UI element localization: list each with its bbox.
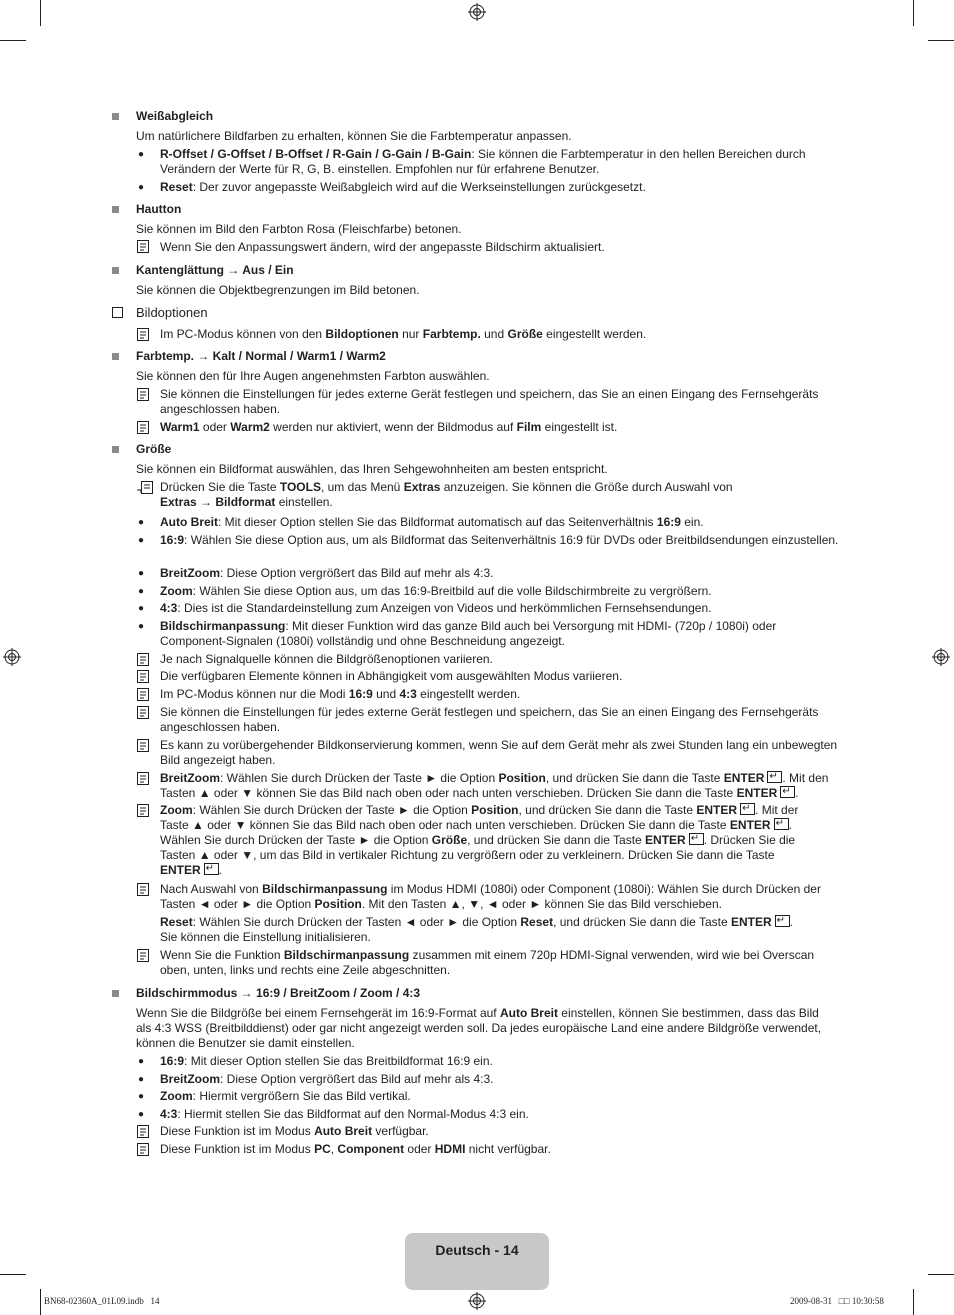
crop-mark (913, 0, 914, 26)
registration-mark-icon (3, 648, 21, 666)
list-item: BreitZoom: Diese Option vergrößert das Bild auf mehr als 4:3. (160, 566, 494, 580)
footer-timestamp: 2009-08-31 □□ 10:30:58 (790, 1296, 884, 1306)
enter-icon (204, 863, 219, 875)
note-icon (137, 1125, 151, 1138)
note-text: Die verfügbaren Elemente können in Abhängigkeit vom ausgewählten Modus variieren. (160, 669, 623, 683)
note-text: Nach Auswahl von Bildschirmanpassung im Modus HDMI (1080i) oder Component (1080i): Wählen Sie durch Drücken der Tasten ◄ oder ► die Option Position. Mit den Tasten ▲, ▼, ◄ oder ► können Sie das Bild verschieben. (160, 882, 821, 911)
enter-icon (775, 915, 790, 927)
section-bullet-icon (112, 446, 119, 453)
note-icon (137, 949, 151, 962)
bullet-icon: ● (138, 1074, 145, 1085)
note-text: Je nach Signalquelle können die Bildgrößenoptionen variieren. (160, 652, 493, 666)
note-text: Wenn Sie den Anpassungswert ändern, wird der angepasste Bildschirm aktualisiert. (160, 240, 605, 254)
enter-icon (740, 803, 755, 815)
crop-mark (40, 1289, 41, 1315)
registration-mark-icon (932, 648, 950, 666)
bullet-icon: ● (138, 586, 145, 597)
heading-kantenglaettung: Kantenglättung → Aus / Ein (136, 263, 294, 277)
bullet-icon: ● (138, 621, 145, 632)
note-icon (137, 388, 151, 401)
heading-groesse: Größe (136, 442, 172, 456)
bullet-icon: ● (138, 535, 145, 546)
note-icon (137, 804, 151, 817)
checkbox-bullet-icon (112, 307, 123, 318)
list-item: 16:9: Wählen Sie diese Option aus, um als Bildformat das Seitenverhältnis 16:9 für DVDs oder Breitbildsendungen einzustellen. (160, 533, 839, 547)
page-number-tab: Deutsch - 14 (405, 1233, 549, 1290)
note-icon (137, 688, 151, 701)
registration-mark-icon (468, 3, 486, 21)
crop-mark (40, 0, 41, 26)
note-icon (137, 1143, 151, 1156)
note-icon (137, 706, 151, 719)
list-item: Bildschirmanpassung: Mit dieser Funktion wird das ganze Bild auch bei Versorgung mit HDMI- (720p / 1080i) oder Component-Signalen (1080i) vollständig und ohne Beschneidung angezeigt. (160, 619, 777, 648)
crop-mark (913, 1289, 914, 1315)
text: Sie können die Objektbegrenzungen im Bild betonen. (136, 283, 420, 297)
note-text: Zoom: Wählen Sie durch Drücken der Taste ► die Option Position, und drücken Sie dann die Taste ENTER↵ . Mit der Taste ▲ oder ▼ können Sie das Bild nach oben oder nach unten verschieben. Drücken Sie dann die Taste ENTER↵ . Wählen Sie durch Drücken der Taste ► die Option Größe, und drücken Sie dann die Taste ENTER↵ . Drücken Sie die Tasten ▲ oder ▼, um das Bild in vertikaler Richtung zu vergrößern oder zu verkleinern. Drücken Sie dann die Taste ENTER↵ . (160, 803, 844, 878)
bullet-icon: ● (138, 149, 145, 160)
heading-hautton: Hautton (136, 202, 182, 216)
note-text: Diese Funktion ist im Modus Auto Breit verfügbar. (160, 1124, 429, 1138)
heading-weissabgleich: Weißabgleich (136, 109, 214, 123)
bullet-icon: ● (138, 1109, 145, 1120)
section-bullet-icon (112, 990, 119, 997)
tools-icon (137, 481, 153, 494)
section-bullet-icon (112, 353, 119, 360)
heading-farbtemp: Farbtemp. → Kalt / Normal / Warm1 / Warm2 (136, 349, 386, 363)
note-text: Im PC-Modus können nur die Modi 16:9 und 4:3 eingestellt werden. (160, 687, 521, 701)
crop-mark (0, 40, 26, 41)
note-icon (137, 328, 151, 341)
note-icon (137, 653, 151, 666)
text: Sie können ein Bildformat auswählen, das Ihren Sehgewohnheiten am besten entspricht. (136, 462, 608, 476)
crop-mark (928, 40, 954, 41)
footer-file-info: BN68-02360A_01L09.indb 14 (44, 1296, 160, 1306)
note-text: Diese Funktion ist im Modus PC, Component oder HDMI nicht verfügbar. (160, 1142, 551, 1156)
list-item: Zoom: Wählen Sie diese Option aus, um das 16:9-Breitbild auf die volle Bildschirmbreite zu vergrößern. (160, 584, 712, 598)
note-icon (137, 739, 151, 752)
note-icon (137, 883, 151, 896)
list-item: R-Offset / G-Offset / B-Offset / R-Gain / G-Gain / B-Gain: Sie können die Farbtemperatur in den hellen Bereichen durch Verändern der Werte für R, G, B. einstellen. Empfohlen nur für erfahrene Benutzer. (160, 147, 806, 176)
note-text: Reset: Wählen Sie durch Drücken der Tasten ◄ oder ► die Option Reset, und drücken Sie dann die Taste ENTER↵ . Sie können die Einstellung initialisieren. (160, 915, 844, 945)
bullet-icon: ● (138, 517, 145, 528)
section-bullet-icon (112, 267, 119, 274)
text: Sie können den für Ihre Augen angenehmsten Farbton auswählen. (136, 369, 490, 383)
crop-mark (928, 1274, 954, 1275)
list-item: Zoom: Hiermit vergrößern Sie das Bild vertikal. (160, 1089, 411, 1103)
heading-bildschirmmodus: Bildschirmmodus → 16:9 / BreitZoom / Zoom / 4:3 (136, 986, 421, 1000)
note-text: Wenn Sie die Funktion Bildschirmanpassung zusammen mit einem 720p HDMI-Signal verwenden, wird wie bei Overscan oben, unten, links und rechts eine Zeile abgeschnitten. (160, 948, 815, 977)
list-item: 16:9: Mit dieser Option stellen Sie das Breitbildformat 16:9 ein. (160, 1054, 493, 1068)
note-text: Warm1 oder Warm2 werden nur aktiviert, wenn der Bildmodus auf Film eingestellt ist. (160, 420, 618, 434)
note-icon (137, 670, 151, 683)
section-bullet-icon (112, 206, 119, 213)
enter-icon (767, 771, 782, 783)
note-icon (137, 772, 151, 785)
note-text: BreitZoom: Wählen Sie durch Drücken der Taste ► die Option Position, und drücken Sie dann die Taste ENTER↵ . Mit den Tasten ▲ oder ▼ können Sie das Bild nach oben oder nach unten verschieben. Drücken Sie dann die Taste ENTER↵ . (160, 771, 844, 801)
crop-mark (0, 1274, 26, 1275)
note-icon (137, 240, 151, 253)
note-text: Im PC-Modus können von den Bildoptionen nur Farbtemp. und Größe eingestellt werden. (160, 327, 647, 341)
list-item: 4:3: Hiermit stellen Sie das Bildformat auf den Normal-Modus 4:3 ein. (160, 1107, 529, 1121)
text: Wenn Sie die Bildgröße bei einem Fernsehgerät im 16:9-Format auf Auto Breit einstellen, können Sie bestimmen, dass das Bild als 4:3 WSS (Breitbilddienst) oder gar nicht angezeigt werden soll. Da jedes europäische Land eine andere Bildgröße verwendet, können die Benutzer sie damit einstellen. (136, 1006, 822, 1050)
note-text: Sie können die Einstellungen für jedes externe Gerät festlegen und speichern, das Sie an einen Eingang des Fernsehgeräts angeschlossen haben. (160, 705, 819, 734)
list-item: Auto Breit: Mit dieser Option stellen Sie das Bildformat automatisch auf das Seitenverhältnis 16:9 ein. (160, 515, 704, 529)
list-item: Reset: Der zuvor angepasste Weißabgleich wird auf die Werkseinstellungen zurückgesetzt. (160, 180, 646, 194)
bullet-icon: ● (138, 1091, 145, 1102)
bullet-icon: ● (138, 182, 145, 193)
bullet-icon: ● (138, 1056, 145, 1067)
text: Um natürlichere Bildfarben zu erhalten, können Sie die Farbtemperatur anpassen. (136, 129, 572, 143)
enter-icon (689, 833, 704, 845)
heading-bildoptionen: Bildoptionen (136, 305, 208, 320)
list-item: BreitZoom: Diese Option vergrößert das Bild auf mehr als 4:3. (160, 1072, 494, 1086)
section-bullet-icon (112, 113, 119, 120)
bullet-icon: ● (138, 568, 145, 579)
note-icon (137, 421, 151, 434)
note-text: Es kann zu vorübergehender Bildkonservierung kommen, wenn Sie auf dem Gerät mehr als zwei Stunden lang ein unbewegten Bild angezeigt haben. (160, 738, 838, 767)
text: Sie können im Bild den Farbton Rosa (Fleischfarbe) betonen. (136, 222, 462, 236)
note-text: Sie können die Einstellungen für jedes externe Gerät festlegen und speichern, das Sie an einen Eingang des Fernsehgeräts angeschlossen haben. (160, 387, 819, 416)
tools-text: Drücken Sie die Taste TOOLS, um das Menü Extras anzuzeigen. Sie können die Größe durch Auswahl von Extras → Bildformat einstellen. (160, 480, 733, 509)
enter-icon (780, 786, 795, 798)
list-item: 4:3: Dies ist die Standardeinstellung zum Anzeigen von Videos und herkömmlichen Fernsehsendungen. (160, 601, 712, 615)
bullet-icon: ● (138, 603, 145, 614)
enter-icon (774, 818, 789, 830)
registration-mark-icon (468, 1292, 486, 1310)
